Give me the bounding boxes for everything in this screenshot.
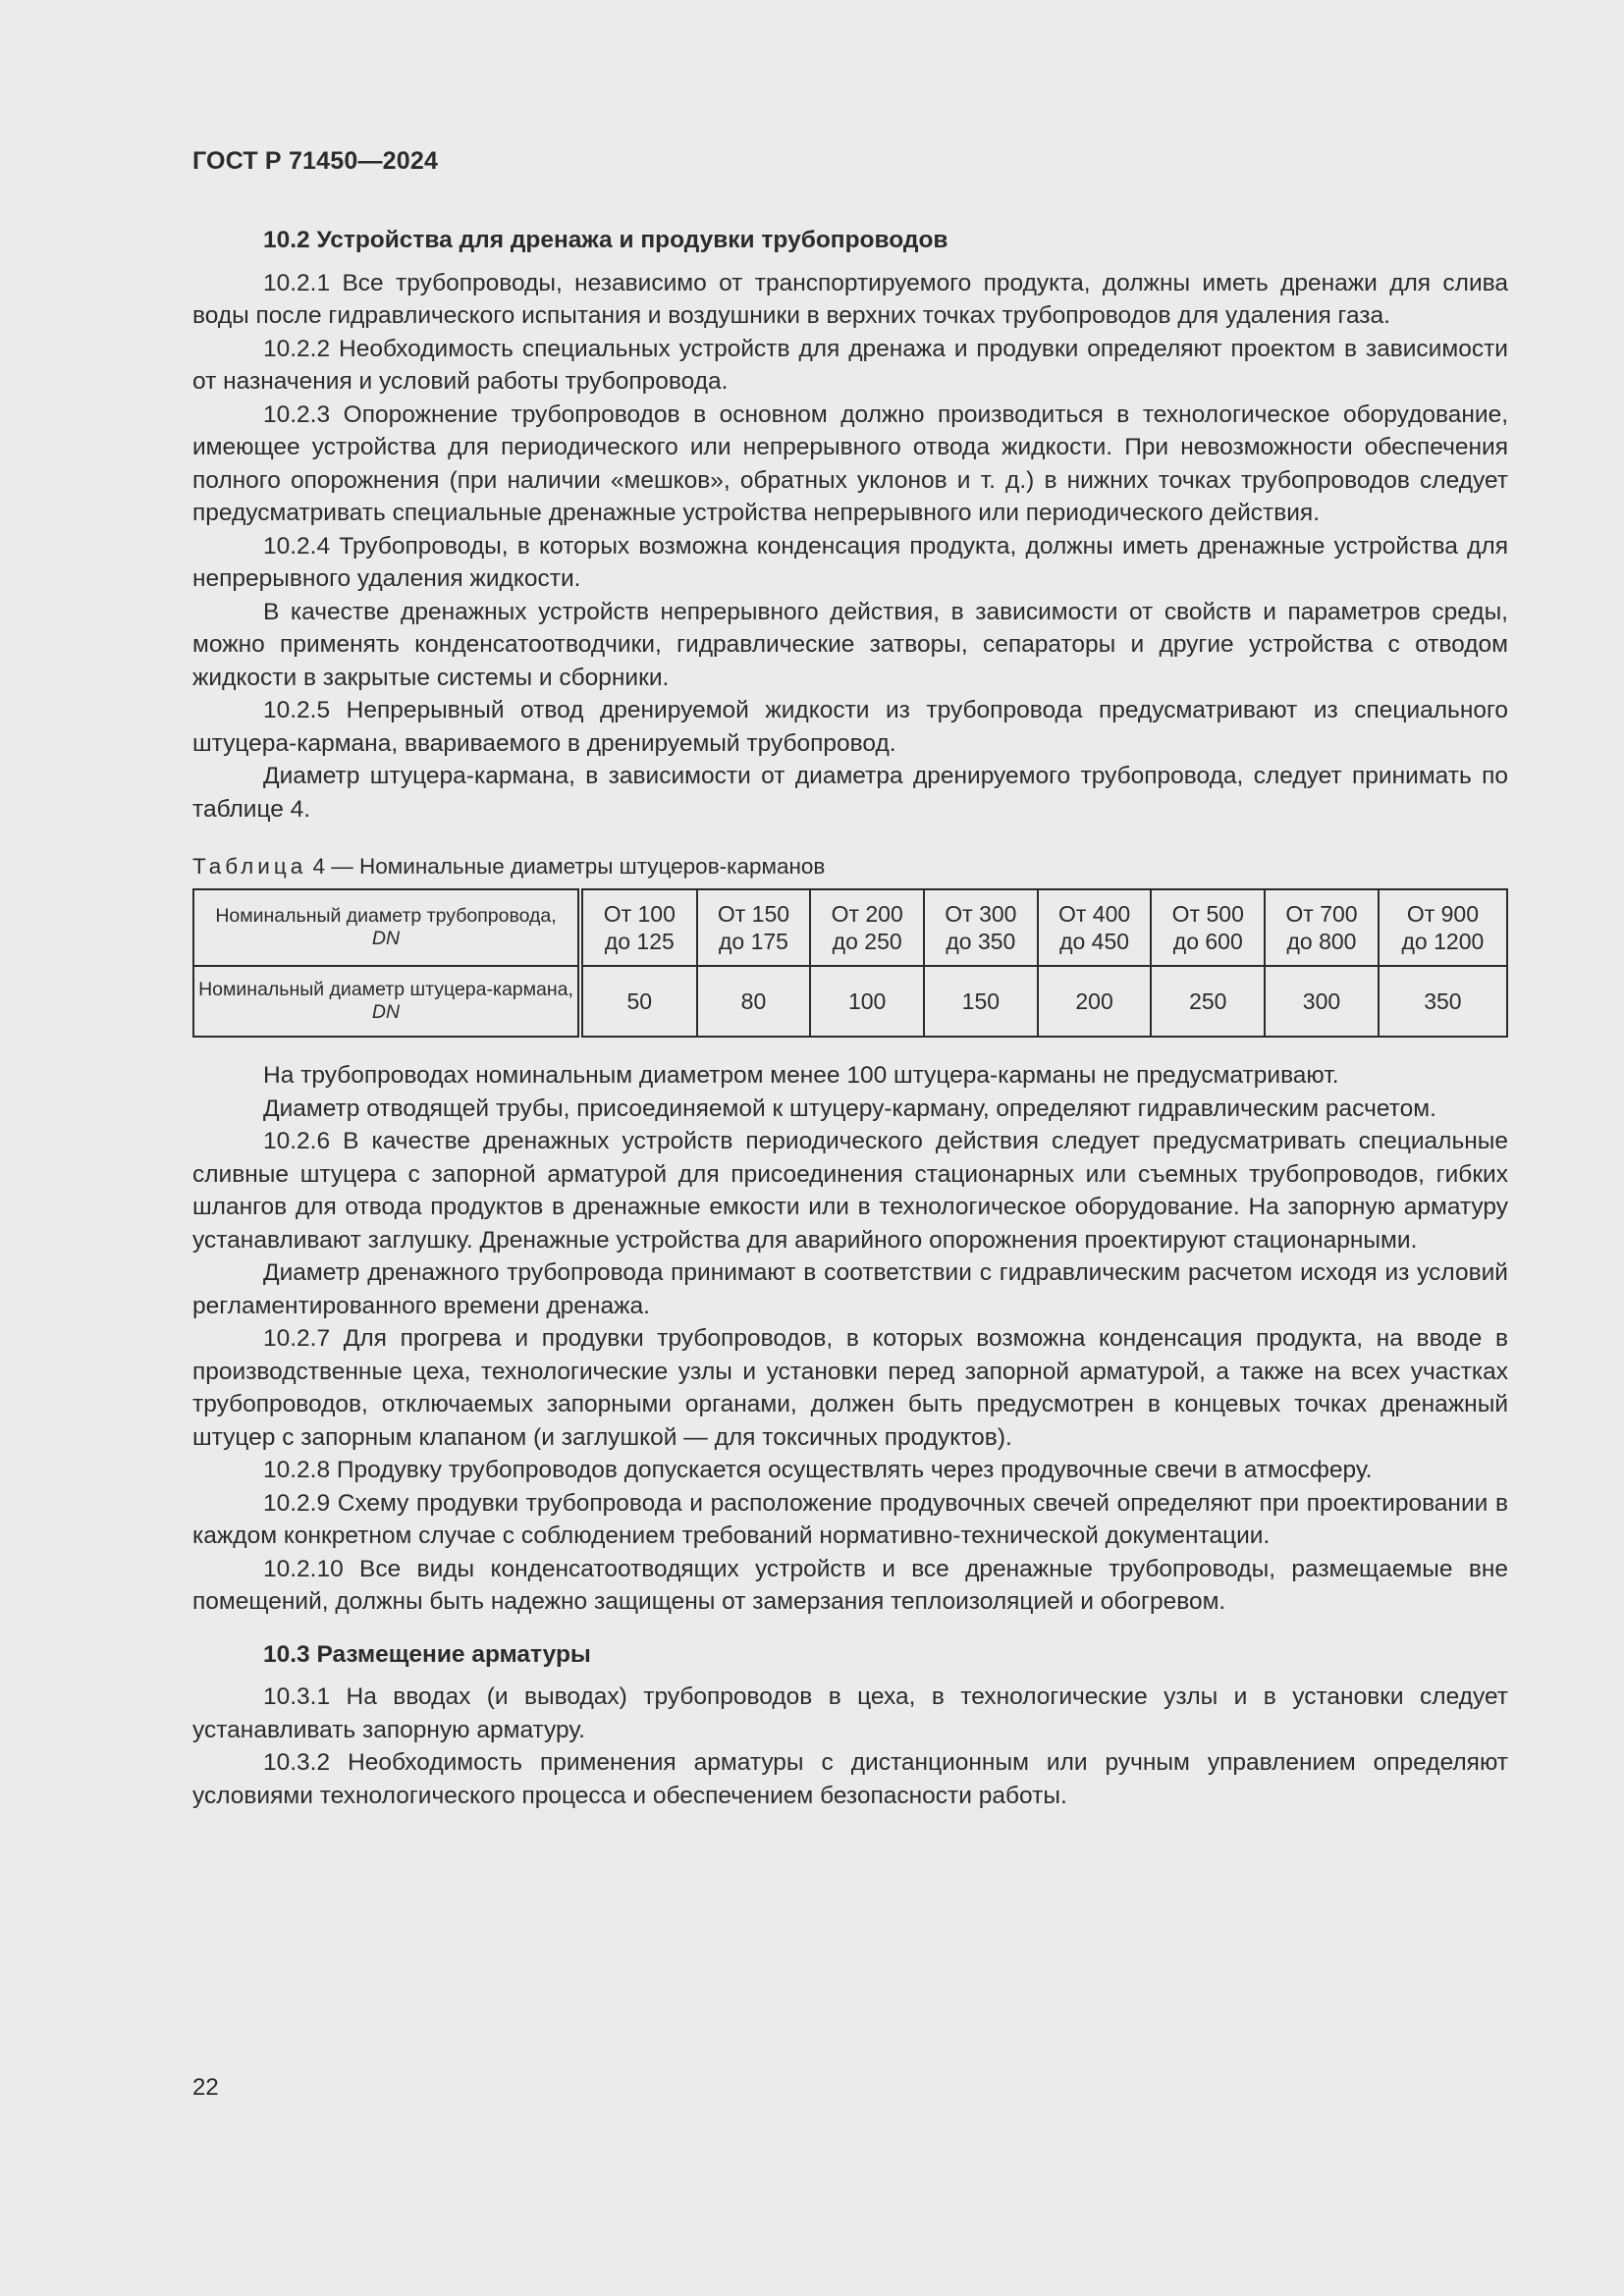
table-cell-value: 350 [1379,966,1507,1037]
paragraph-10-2-5: 10.2.5 Непрерывный отвод дренируемой жидкости из трубопровода предусматривают из специального штуцера-кармана, ввариваемого в дренируемый трубопровод. [192,697,1508,757]
paragraph-drain-devices: В качестве дренажных устройств непрерывного действия, в зависимости от свойств и параметров среды, можно применять конденсатоотводчики, гидравлические затворы, сепараторы и другие устройства с отводом жидкости в закрытые системы и сборники. [192,598,1508,691]
table-cell-value: 50 [580,966,697,1037]
paragraph-10-2-9: 10.2.9 Схему продувки трубопровода и расположение продувочных свечей определяют при проектировании в каждом конкретном случае с соблюдением требований нормативно-технической документации. [192,1489,1508,1549]
table-cell-value: 150 [924,966,1038,1037]
table-cell-range: От 700 до 800 [1265,889,1379,966]
paragraph-10-3-2: 10.3.2 Необходимость применения арматуры с дистанционным или ручным управлением определяют условиями технологического процесса и обеспечением безопасности работы. [192,1749,1508,1809]
table-caption [192,853,1508,881]
table-cell-range: От 200 до 250 [810,889,924,966]
paragraph-10-3-1: 10.3.1 На вводах (и выводах) трубопроводов в цеха, в технологические узлы и в установки следует устанавливать запорную арматуру. [192,1683,1508,1743]
paragraph-10-2-3: 10.2.3 Опорожнение трубопроводов в основном должно производиться в технологическое оборудование, имеющее устройства для периодического или непрерывного отвода жидкости. При невозможности обеспечения полного опорожнения (при наличии «мешков», обратных уклонов и т. д.) в нижних точках трубопроводов следует предусматривать специальные дренажные устройства непрерывного или периодического действия. [192,400,1508,526]
table-row-pipeline-diameter [193,889,1507,966]
paragraph-10-2-8: 10.2.8 Продувку трубопроводов допускается осуществлять через продувочные свечи в атмосферу. [263,1457,1373,1483]
table-cell-range: От 150 до 175 [697,889,811,966]
dn-label: DN [371,1001,401,1023]
paragraph-10-2-2: 10.2.2 Необходимость специальных устройств для дренажа и продувки определяют проектом в зависимости от назначения и условий работы трубопровода. [192,335,1508,395]
row-header-pipeline-diameter: Номинальный диаметр трубопровода, DN [193,889,580,966]
table-cell-value: 250 [1151,966,1265,1037]
table-cell-value: 100 [810,966,924,1037]
row-header-fitting-diameter: Номинальный диаметр штуцера-кармана, DN [193,966,580,1037]
table-row-fitting-diameter [193,966,1507,1037]
paragraph-10-2-4: 10.2.4 Трубопроводы, в которых возможна конденсация продукта, должны иметь дренажные устройства для непрерывного удаления жидкости. [192,532,1508,592]
table-cell-range: От 100 до 125 [580,889,697,966]
paragraph-10-2-1: 10.2.1 Все трубопроводы, независимо от транспортируемого продукта, должны иметь дренажи для слива воды после гидравлического испытания и воздушники в верхних точках трубопроводов для удаления газа. [192,269,1508,329]
table-cell-range: От 500 до 600 [1151,889,1265,966]
paragraph-no-fittings: На трубопроводах номинальным диаметром менее 100 штуцера-карманы не предусматривают. [263,1062,1339,1089]
page-number: 22 [192,2074,219,2101]
section-title-10-2: 10.2 Устройства для дренажа и продувки трубопроводов [263,227,948,253]
paragraph-outlet-pipe: Диаметр отводящей трубы, присоединяемой к штуцеру-карману, определяют гидравлическим расчетом. [263,1095,1436,1122]
table-cell-value: 200 [1038,966,1152,1037]
table-cell-range: От 900 до 1200 [1379,889,1507,966]
paragraph-fitting-diameter: Диаметр штуцера-кармана, в зависимости от диаметра дренируемого трубопровода, следует принимать по таблице 4. [192,763,1508,823]
table-cell-value: 300 [1265,966,1379,1037]
table-caption-label: Таблица [192,854,307,879]
nominal-diameters-table [192,888,1508,1038]
paragraph-10-2-6: 10.2.6 В качестве дренажных устройств периодического действия следует предусматривать специальные сливные штуцера с запорной арматурой для присоединения стационарных или съемных трубопроводов, гибких шлангов для отвода продуктов в дренажные емкости или в технологическое оборудование. На запорную арматуру устанавливают заглушку. Дренажные устройства для аварийного опорожнения проектируют стационарными. [192,1128,1508,1254]
dn-label: DN [371,928,401,949]
table-cell-range: От 300 до 350 [924,889,1038,966]
table-cell-range: От 400 до 450 [1038,889,1152,966]
table-cell-value: 80 [697,966,811,1037]
page-content [192,224,1508,1812]
paragraph-drain-pipe-diameter: Диаметр дренажного трубопровода принимают в соответствии с гидравлическим расчетом исходя из условий регламентированного времени дренажа. [192,1259,1508,1319]
table-caption-text: 4 — Номинальные диаметры штуцеров-карманов [312,854,826,879]
paragraph-10-2-10: 10.2.10 Все виды конденсатоотводящих устройств и все дренажные трубопроводы, размещаемые вне помещений, должны быть надежно защищены от замерзания теплоизоляцией и обогревом. [192,1555,1508,1615]
section-title-10-3: 10.3 Размещение арматуры [263,1640,591,1668]
standard-header: ГОСТ Р 71450—2024 [192,147,439,175]
paragraph-10-2-7: 10.2.7 Для прогрева и продувки трубопроводов, в которых возможна конденсация продукта, на вводе в производственные цеха, технологические узлы и установки перед запорной арматурой, а также на всех участках трубопроводов, отключаемых запорными органами, должен быть предусмотрен в концевых точках дренажный штуцер с запорным клапаном (и заглушкой — для токсичных продуктов). [192,1325,1508,1451]
